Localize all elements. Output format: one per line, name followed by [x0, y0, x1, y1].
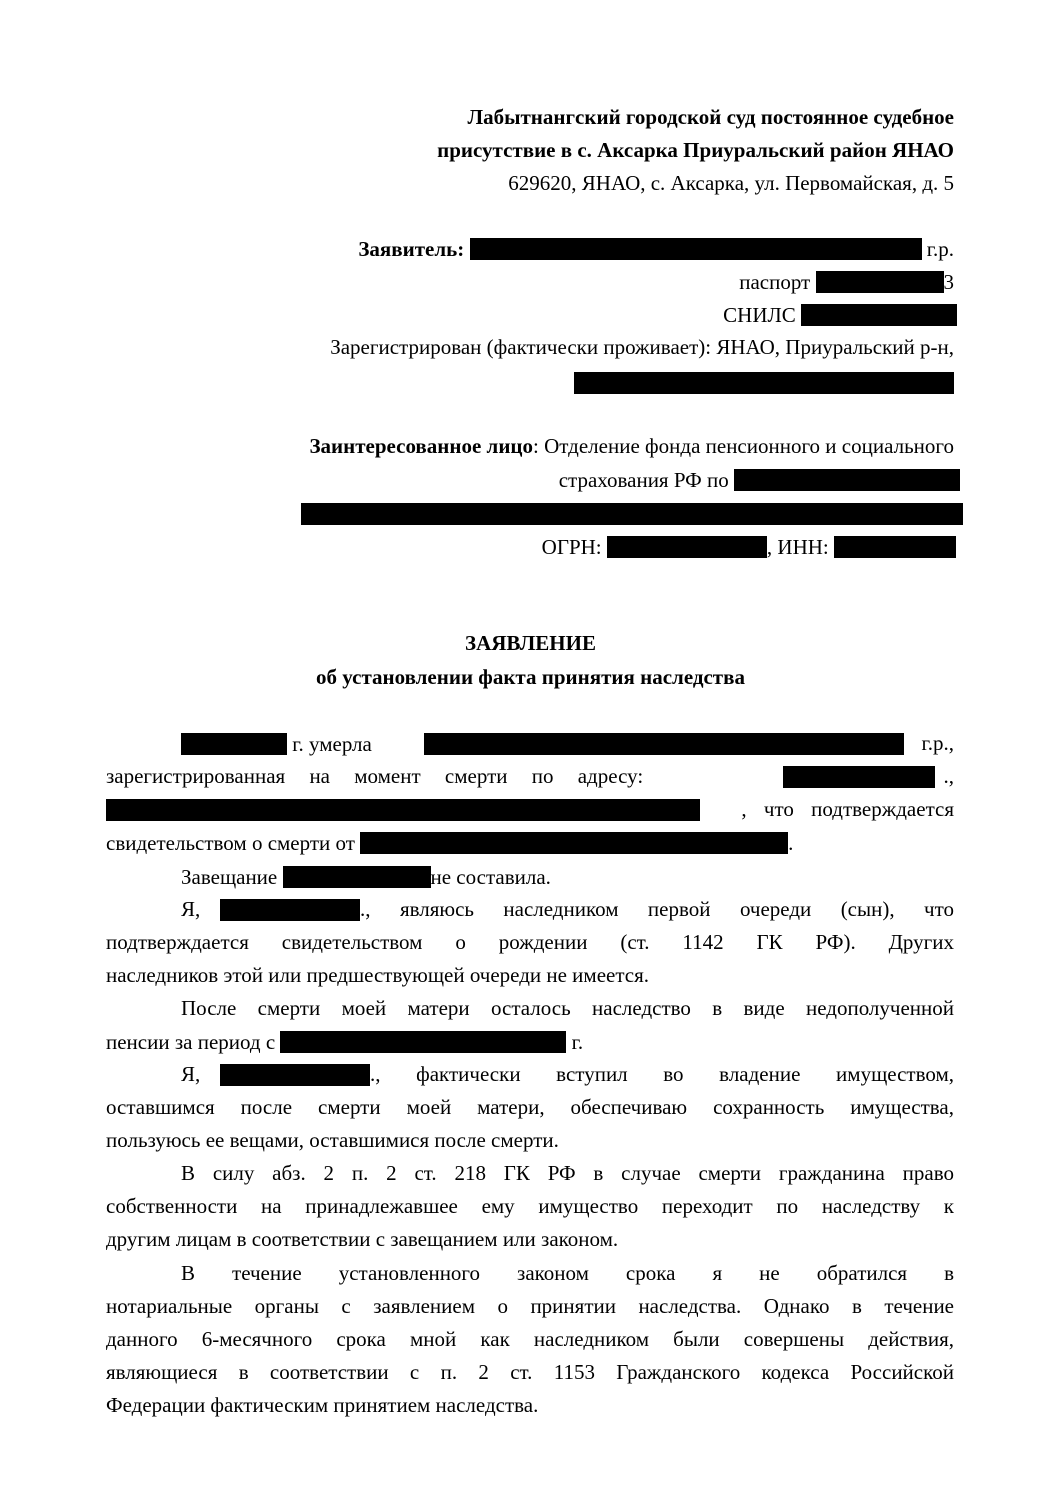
p5-line2: оставшимся после смерти моей матери, обеспечиваю сохранность имущества,	[106, 1095, 954, 1119]
p1-line1-end: г.р.,	[921, 731, 954, 755]
p7-line2: нотариальные органы с заявлением о принятии наследства. Однако в течение	[106, 1294, 954, 1318]
redaction	[574, 372, 954, 394]
p5-line3: пользуюсь ее вещами, оставшимися после смерти.	[106, 1128, 559, 1152]
redaction	[607, 536, 767, 558]
redaction	[834, 536, 956, 558]
p3-line2: подтверждается свидетельством о рождении (ст. 1142 ГК РФ). Других	[106, 930, 954, 954]
ogrn-label: ОГРН:	[541, 535, 602, 559]
p6-line3: другим лицам в соответствии с завещанием или законом.	[106, 1227, 619, 1251]
p4-line2-end: г.	[571, 1030, 584, 1054]
court-name-line2: присутствие в с. Аксарка Приуральский район ЯНАО	[437, 138, 954, 162]
redaction	[220, 1064, 370, 1086]
document-subtitle: об установлении факта принятия наследства	[316, 665, 745, 689]
redaction	[106, 799, 700, 821]
ogrn-inn-line	[542, 536, 956, 558]
interested-label: Заинтересованное лицо	[309, 434, 534, 458]
passport-tail: 3	[943, 270, 954, 294]
p4-line2-text: пенсии за период с	[106, 1030, 276, 1054]
interested-text2: страхования РФ по	[558, 468, 729, 492]
p4-line1: После смерти моей матери осталось наследство в виде недополученной	[181, 996, 954, 1020]
redaction	[360, 832, 788, 854]
redaction	[280, 1031, 566, 1053]
redaction	[283, 866, 431, 888]
redaction	[424, 733, 904, 755]
p6-line2: собственности на принадлежавшее ему имущество переходит по наследству к	[106, 1194, 954, 1218]
p1-line2-end: .,	[943, 764, 954, 788]
redaction	[801, 304, 957, 326]
p1-line4-text: свидетельством о смерти от	[106, 831, 355, 855]
court-address: 629620, ЯНАО, с. Аксарка, ул. Первомайская, д. 5	[508, 171, 954, 195]
redaction	[470, 238, 922, 260]
p4-line2	[106, 1031, 583, 1053]
p5-line1-end: ., фактически вступил во владение имуществом,	[370, 1062, 954, 1086]
p1-text-a: г. умерла	[292, 732, 372, 756]
p3-line1-end: ., являюсь наследником первой очереди (сын), что	[360, 897, 954, 921]
redaction	[220, 899, 360, 921]
redaction	[181, 733, 287, 755]
passport-line	[739, 271, 954, 293]
redaction	[301, 503, 963, 525]
p3-line1-start: Я,	[181, 897, 201, 921]
court-name-line1: Лабытнангский городской суд постоянное судебное	[467, 105, 954, 129]
interested-party-line2	[559, 469, 960, 491]
p1-line4-end: .	[788, 831, 794, 855]
p7-line1: В течение установленного законом срока я не обратился в	[181, 1261, 954, 1285]
p2-line1	[181, 866, 551, 888]
snils-line	[723, 304, 957, 326]
inn-label: , ИНН:	[766, 535, 829, 559]
p2-text-b: не составила.	[430, 865, 551, 889]
passport-label: паспорт	[739, 270, 811, 294]
p1-line2: зарегистрированная на момент смерти по адресу:	[106, 764, 644, 788]
p5-line1-start: Я,	[181, 1062, 201, 1086]
p3-line3: наследников этой или предшествующей очереди не имеется.	[106, 963, 650, 987]
p7-line3: данного 6-месячного срока мной как наследником были совершены действия,	[106, 1327, 954, 1351]
p1-line3: , что подтверждается	[741, 797, 954, 821]
applicant-line	[358, 238, 954, 260]
applicant-label: Заявитель:	[358, 237, 465, 261]
p1-line4	[106, 832, 793, 854]
applicant-suffix: г.р.	[926, 237, 954, 261]
redaction	[783, 766, 935, 788]
p6-line1: В силу абз. 2 п. 2 ст. 218 ГК РФ в случае смерти гражданина право	[181, 1161, 954, 1185]
p1-line1	[181, 733, 372, 755]
redaction	[734, 469, 960, 491]
snils-label: СНИЛС	[723, 303, 796, 327]
redaction	[816, 271, 944, 293]
interested-party-line	[309, 436, 954, 457]
document-title: ЗАЯВЛЕНИЕ	[465, 631, 596, 655]
p7-line5: Федерации фактическим принятием наследства.	[106, 1393, 539, 1417]
p2-text-a: Завещание	[181, 865, 278, 889]
interested-text: : Отделение фонда пенсионного и социального	[533, 434, 954, 458]
p7-line4: являющиеся в соответствии с п. 2 ст. 1153 Гражданского кодекса Российской	[106, 1360, 954, 1384]
registered-line: Зарегистрирован (фактически проживает): ЯНАО, Приуральский р-н,	[330, 335, 954, 359]
